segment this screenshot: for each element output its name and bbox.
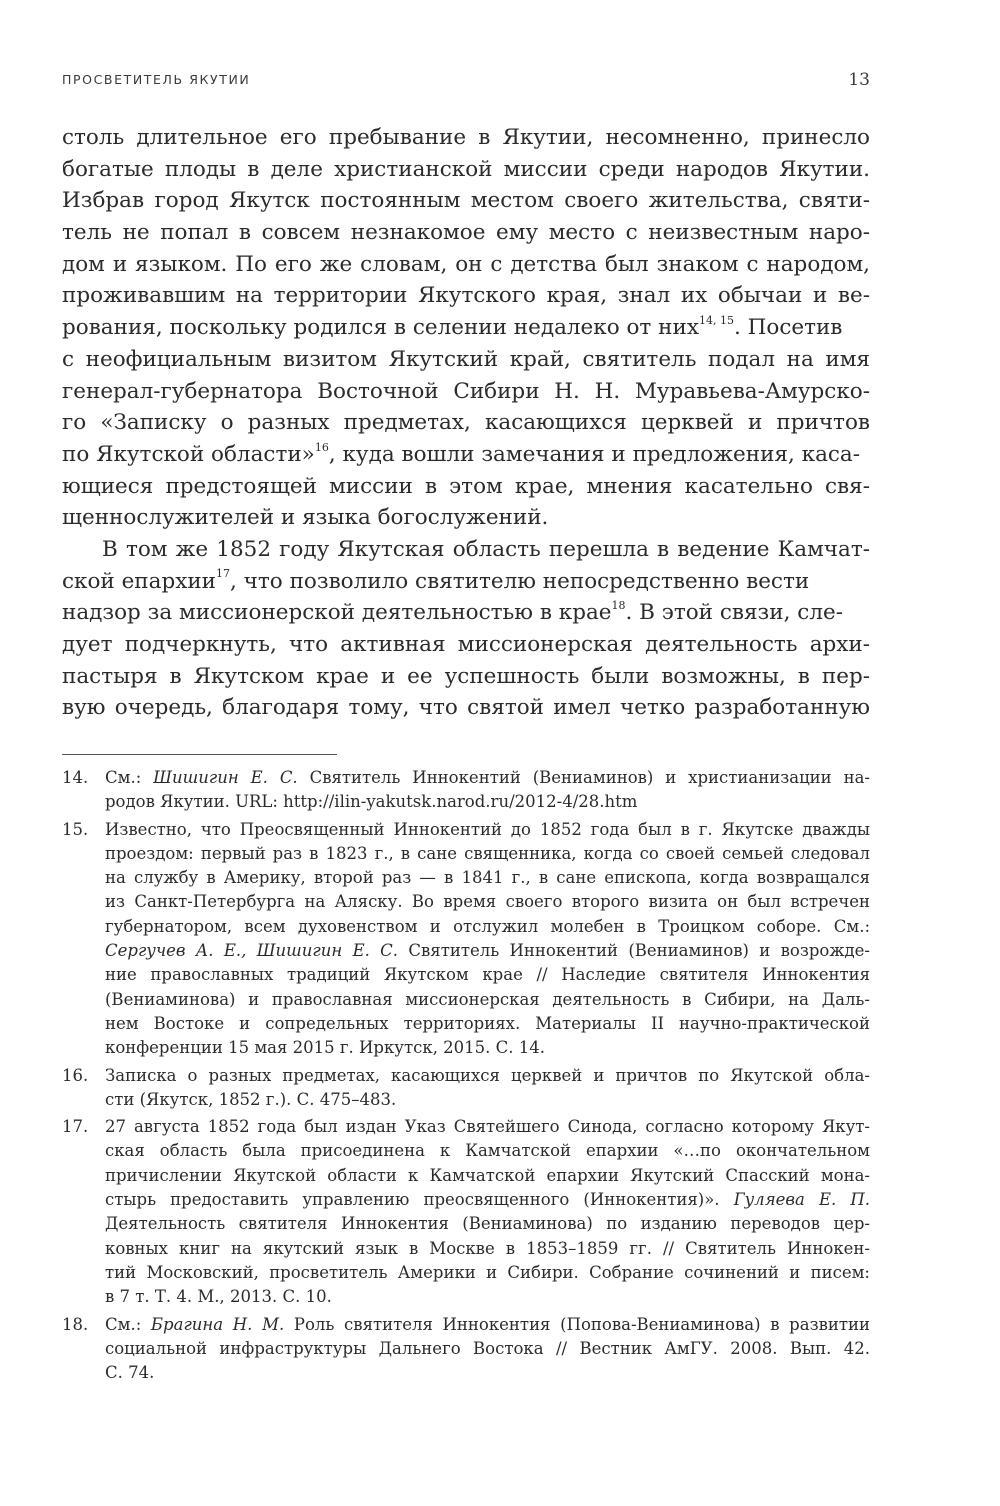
footnote-number: 17. (62, 1117, 89, 1137)
text-line: рования, поскольку родился в селении недалеко от них$^{14, 15}$. Посетив (62, 313, 843, 341)
text-line: с неофициальным визитом Якутский край, святитель подал на имя (62, 346, 870, 372)
footnote-ref[interactable]: 18 (611, 599, 626, 613)
text-line: Избрав город Якутск постоянным местом своего жительства, святи- (62, 188, 870, 214)
text-line: генерал-губернатора Восточной Сибири Н. Н. Муравьева-Амурско- (62, 378, 870, 404)
footnote-ref[interactable]: 14, 15 (698, 313, 734, 327)
text-line: надзор за миссионерской деятельностью в крае$^{18}$. В этой связи, сле- (62, 599, 843, 626)
footnote-15: 15. Известно, что Преосвященный Иннокентий до 1852 года был в г. Якутске дважды проездом: первый раз в 1823 г., в сане священника, когда со своей семьей следовал на службу в Америку, второй раз — в 1841 г., в сане епископа, когда возвращался из Санкт-Петербурга на Аляску. Во время своего второго визита он был встречен губернатором, всем духовенством и отслужил молебен в Троицком соборе. См.: Сергучев А. Е., Шишигин Е. С. Святитель Иннокентий (Вениаминов) и возрожде- ние православных традиций Якутском крае // Наследие святителя Иннокентия (Вениаминова) и православная миссионерская деятельность в Сибири, на Даль- нем Востоке и сопредельных территориях. Материалы II научно-практической конференции 15 мая 2015 г. Иркутск, 2015. С. 14. (62, 819, 871, 1058)
text-line: тель не попал в совсем незнакомое ему место с неизвестным наро- (62, 220, 870, 246)
text-line: В том же 1852 году Якутская область перешла в ведение Камчат- (102, 536, 870, 562)
text-line: богатые плоды в деле христианской миссии среди народов Якутии. (62, 156, 870, 182)
text-line: дует подчеркнуть, что активная миссионерская деятельность архи- (62, 632, 870, 657)
text-line: го «Записку о разных предметах, касающихся церквей и причтов (62, 410, 870, 436)
text-line: ющиеся предстоящей миссии в этом крае, мнения касательно свя- (62, 473, 870, 499)
footnote-number: 18. (62, 1314, 89, 1334)
text-line: пастыря в Якутском крае и ее успешность были возможны, в пер- (62, 663, 870, 689)
page-number: 13 (848, 70, 870, 90)
text-line: ской епархии$^{17}$, что позволило святителю непосредственно вести (62, 567, 810, 594)
footnote-number: 14. (62, 768, 89, 787)
main-text (62, 122, 870, 724)
text-line: щеннослужителей и языка богослужений. (62, 505, 549, 531)
footnote-ref[interactable]: 17 (216, 567, 231, 581)
footnote-16: 16. Записка о разных предметах, касающихся церквей и причтов по Якутской обла- сти (Якутск, 1852 г.). С. 475–483. (62, 1065, 870, 1109)
footnote-17: 17. 27 августа 1852 года был издан Указ Святейшего Синода, согласно которому Якут- ская область была присоединена к Камчатской епархии «…по окончательном причислении Якутской области к Камчатской епархии Якутский Спасский мона- стырь предоставить управлению преосвященного (Иннокентия)». Гуляева Е. П. Деятельность святителя Иннокентия (Вениаминова) по изданию переводов цер- ковных книг на якутский язык в Москве в 1853–1859 гг. // Святитель Иннокен- тий Московский, просветитель Америки и Сибири. Собрание сочинений и писем: в 7 т. Т. 4. М., 2013. С. 10. (62, 1117, 871, 1307)
footnotes (62, 766, 870, 1388)
footnote-ref[interactable]: 16 (314, 440, 329, 454)
footnote-number: 15. (62, 819, 89, 839)
footnote-number: 16. (62, 1065, 89, 1085)
text-line: дом и языком. По его же словам, он с детства был знаком с народом, (62, 251, 870, 277)
footnote-url[interactable]: родов Якутии. URL: http://ilin-yakutsk.narod.ru/2012-4/28.htm (105, 792, 638, 812)
footnote-separator (62, 754, 337, 755)
footnote-18: 18. См.: Брагина Н. М. Роль святителя Иннокентия (Попова-Вениаминова) в развитии социальной инфраструктуры Дальнего Востока // Вестник АмГУ. 2008. Вып. 42. С. 74. (62, 1314, 870, 1383)
running-head: ПРОСВЕТИТЕЛЬ ЯКУТИИ (62, 72, 251, 87)
footnote-14: 14. См.: Шишигин Е. С. Святитель Иннокентий (Вениаминов) и христианизации на- родов Якутии. URL: http://ilin-yakutsk.narod.ru/2012-4/28.htm (62, 766, 870, 815)
text-line: по Якутской области»$^{16}$, куда вошли замечания и предложения, каса- (62, 440, 861, 467)
text-line: проживавшим на территории Якутского края, знал их обычаи и ве- (62, 283, 870, 309)
text-line: вую очередь, благодаря тому, что святой имел четко разработанную (62, 695, 870, 721)
text-line: столь длительное его пребывание в Якутии, несомненно, принесло (62, 125, 870, 150)
